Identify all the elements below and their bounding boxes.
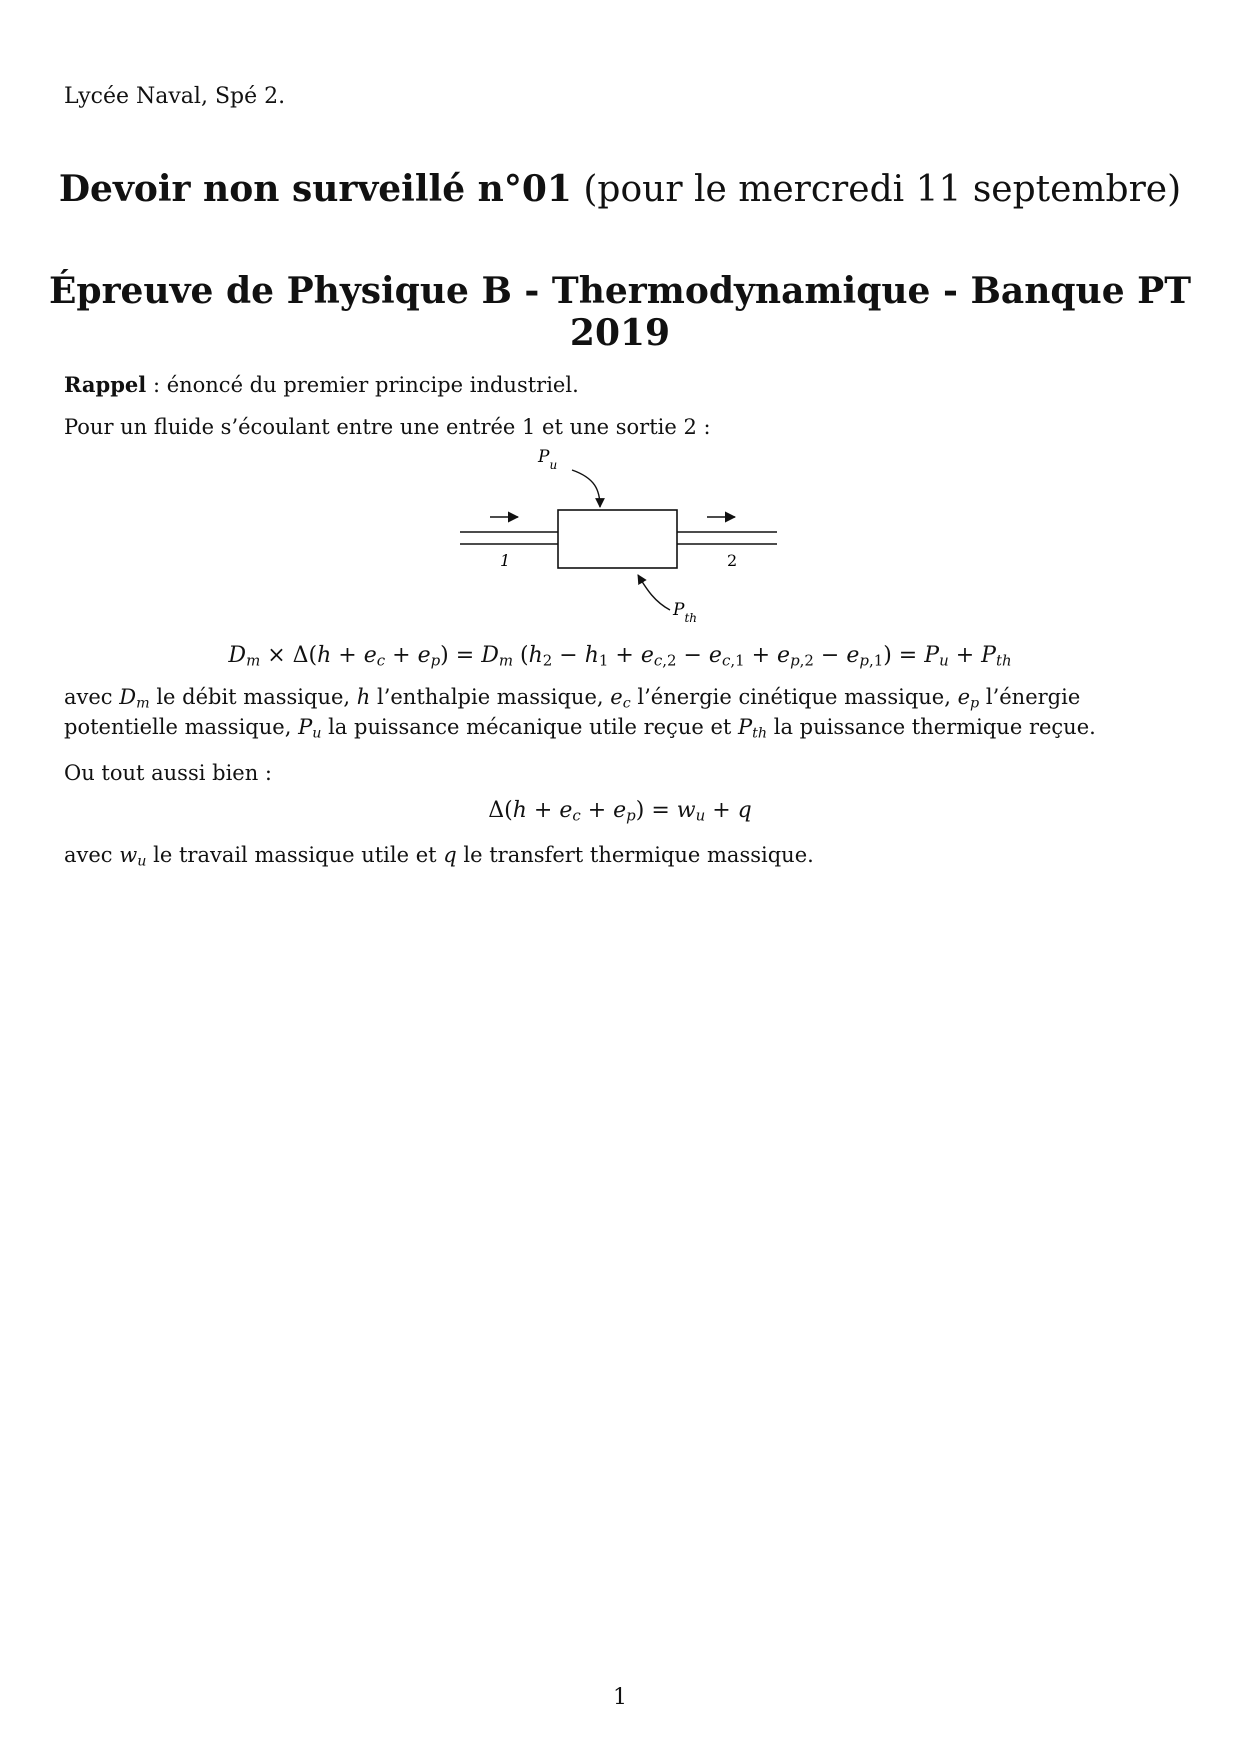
pth-label: $P_{th}$ xyxy=(673,600,698,625)
pth-arrow xyxy=(638,575,670,610)
mass-definitions: avec $w_u$ le travail massique utile et q le transfert thermique massique. xyxy=(64,843,814,870)
rappel-line xyxy=(64,370,1184,400)
assignment-title xyxy=(0,168,1240,210)
alternative-intro: Ou tout aussi bien : xyxy=(64,761,272,785)
definitions-paragraph: avec $D_m$ le débit massique, h l’enthalpie massique, $e_c$ l’énergie cinétique massique, $e_p$ l’énergie potentielle massique, $P_u$ la puissance mécanique utile reçue et $P_{th}$ la puissance thermique reçue. xyxy=(64,685,1096,742)
inlet-label: 1 xyxy=(500,551,511,570)
outlet-label: 2 xyxy=(727,551,738,570)
rappel-label: Rappel xyxy=(64,372,147,397)
rappel-text: : énoncé du premier principe industriel. xyxy=(152,373,579,397)
header-text: Lycée Naval, Spé 2. xyxy=(64,84,286,109)
equation-first-principle: $D_m \times \Delta(h + e_c + e_p) = D_m$ $(h_2 - h_1 + e_{c,2} - e_{c,1} + e_{p,2} - e_{p,1}) = P_u + P_{th}$ xyxy=(228,643,1012,670)
page-number: 1 xyxy=(613,1685,627,1710)
assignment-title-date: (pour le mercredi 11 septembre) xyxy=(583,169,1182,210)
assignment-title-bold: Devoir non surveillé n°01 xyxy=(58,168,572,210)
device-box xyxy=(558,510,677,568)
flow-diagram xyxy=(455,440,795,640)
intro-text: Pour un fluide s’écoulant entre une entrée 1 et une sortie 2 : xyxy=(64,415,711,439)
pu-arrow xyxy=(572,470,600,507)
equation-mass: $\Delta(h + e_c + e_p) = w_u + q$ xyxy=(488,798,752,825)
pu-label: $P_u$ xyxy=(538,447,558,472)
exam-title: Épreuve de Physique B - Thermodynamique - Banque PT 2019 xyxy=(48,270,1192,354)
